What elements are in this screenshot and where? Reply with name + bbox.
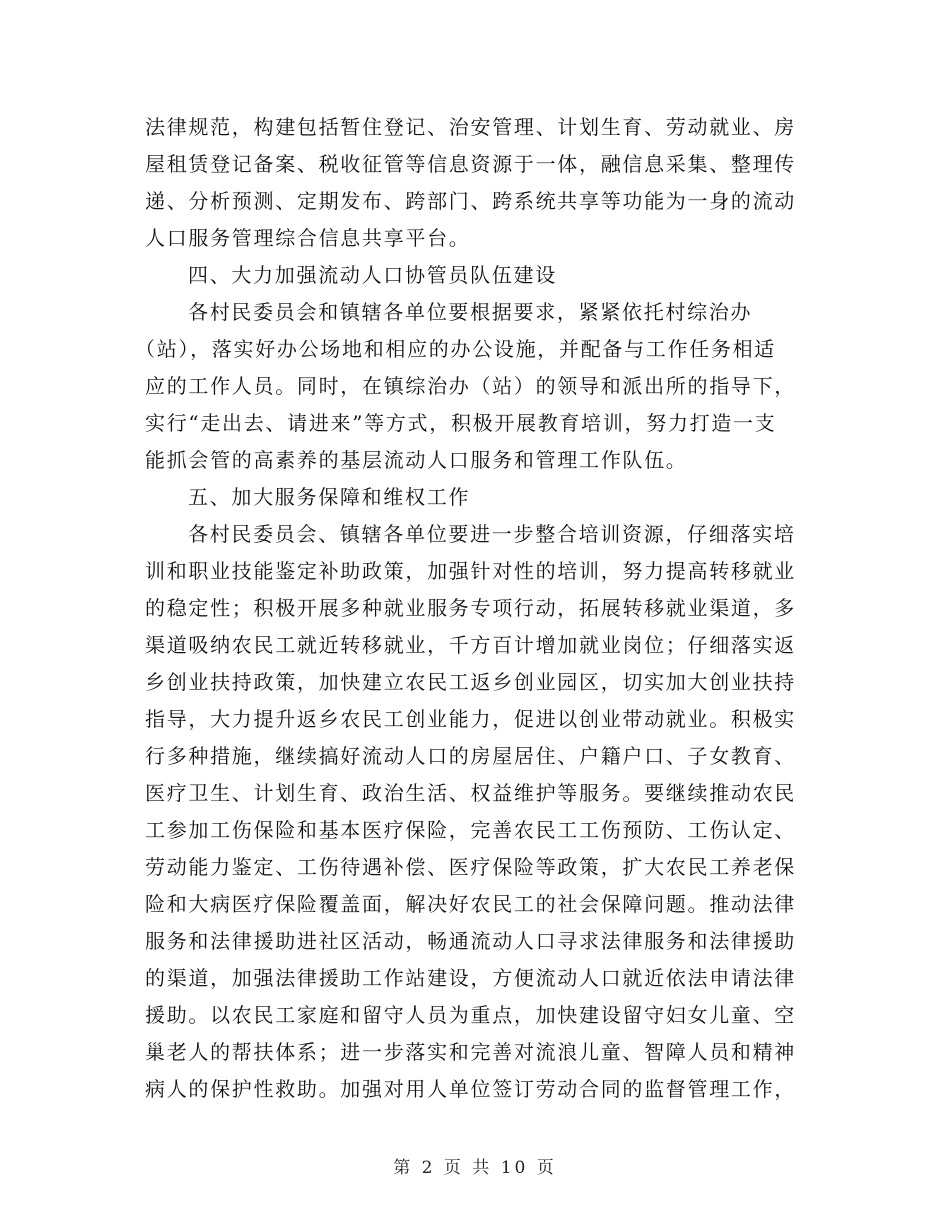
text-line: 巢老人的帮扶体系；进一步落实和完善对流浪儿童、智障人员和精神 xyxy=(145,1040,796,1064)
text-line: （站），落实好办公场地和相应的办公设施，并配备与工作任务相适 xyxy=(135,337,776,361)
text-line: 渠道吸纳农民工就近转移就业，千方百计增加就业岗位；仔细落实返 xyxy=(145,633,796,657)
text-line: 能抓会管的高素养的基层流动人口服务和管理工作队伍。 xyxy=(145,448,688,472)
text-line: 各村民委员会、镇辖各单位要进一步整合培训资源，仔细落实培 xyxy=(188,522,796,546)
section-heading: 四、大力加强流动人口协管员队伍建设 xyxy=(188,263,557,287)
text-line: 的渠道，加强法律援助工作站建设，方便流动人口就近依法申请法律 xyxy=(145,966,796,990)
text-line: 训和职业技能鉴定补助政策，加强针对性的培训，努力提高转移就业 xyxy=(145,559,796,583)
text-line: 行多种措施，继续搞好流动人口的房屋居住、户籍户口、子女教育、 xyxy=(145,744,796,768)
text-line: 服务和法律援助进社区活动，畅通流动人口寻求法律服务和法律援助 xyxy=(145,929,796,953)
text-line: 援助。以农民工家庭和留守人员为重点，加快建设留守妇女儿童、空 xyxy=(145,1003,796,1027)
text-line: 应的工作人员。同时，在镇综治办（站）的领导和派出所的指导下， xyxy=(145,374,796,398)
section-heading: 五、加大服务保障和维权工作 xyxy=(188,485,471,509)
text-line: 乡创业扶持政策，加快建立农民工返乡创业园区，切实加大创业扶持 xyxy=(145,670,796,694)
text-line: 医疗卫生、计划生育、政治生活、权益维护等服务。要继续推动农民 xyxy=(145,781,796,805)
text-line: 工参加工伤保险和基本医疗保险，完善农民工工伤预防、工伤认定、 xyxy=(145,818,796,842)
text-line: 法律规范，构建包括暂住登记、治安管理、计划生育、劳动就业、房 xyxy=(145,115,796,139)
text-line: 实行“走出去、请进来”等方式，积极开展教育培训，努力打造一支 xyxy=(145,411,777,435)
text-line: 指导，大力提升返乡农民工创业能力，促进以创业带动就业。积极实 xyxy=(145,707,796,731)
text-line: 各村民委员会和镇辖各单位要根据要求，紧紧依托村综治办 xyxy=(188,300,753,324)
text-line: 的稳定性；积极开展多种就业服务专项行动，拓展转移就业渠道，多 xyxy=(145,596,796,620)
text-line: 劳动能力鉴定、工伤待遇补偿、医疗保险等政策，扩大农民工养老保 xyxy=(145,855,796,879)
text-line: 递、分析预测、定期发布、跨部门、跨系统共享等功能为一身的流动 xyxy=(145,189,796,213)
text-line: 人口服务管理综合信息共享平台。 xyxy=(145,226,471,250)
page-number-footer: 第 2 页 共 10 页 xyxy=(393,1158,557,1178)
text-line: 病人的保护性救助。加强对用人单位签订劳动合同的监督管理工作， xyxy=(145,1077,796,1101)
text-line: 屋租赁登记备案、税收征管等信息资源于一体，融信息采集、整理传 xyxy=(145,152,796,176)
text-line: 险和大病医疗保险覆盖面，解决好农民工的社会保障问题。推动法律 xyxy=(145,892,796,916)
